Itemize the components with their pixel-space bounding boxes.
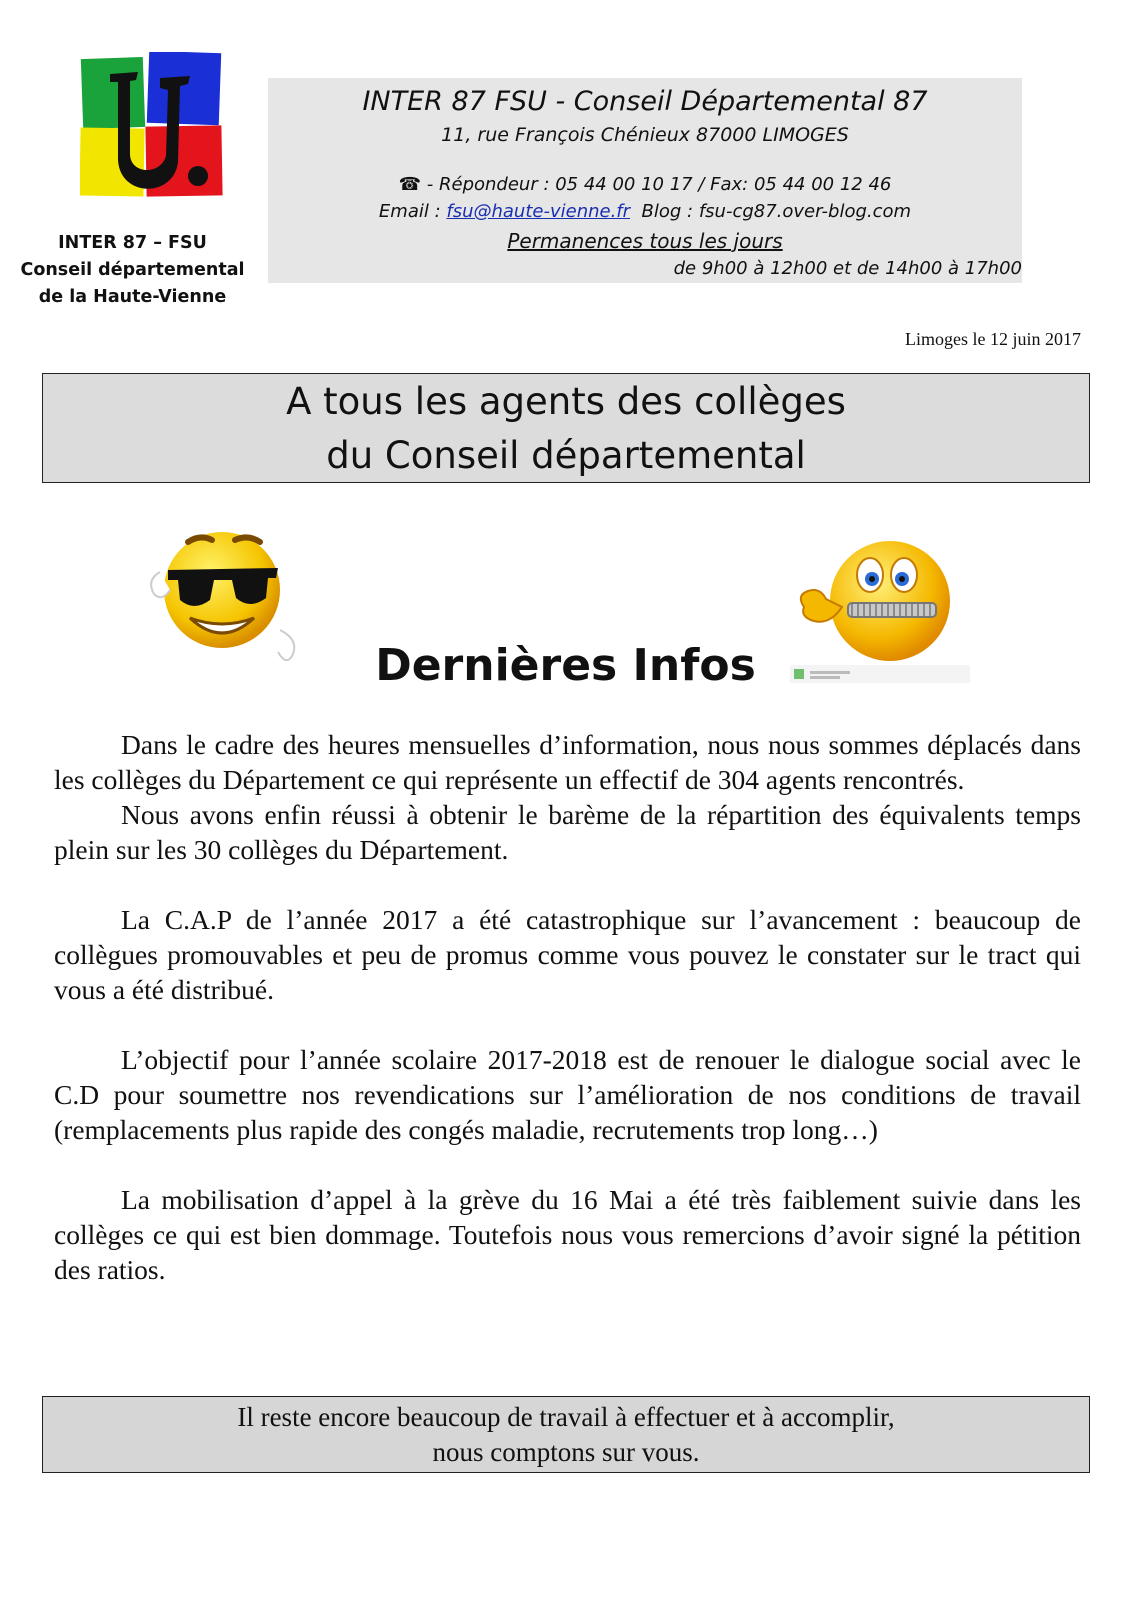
caption-line: Conseil départemental bbox=[20, 260, 245, 280]
title-box bbox=[42, 373, 1090, 483]
document-date: Limoges le 12 juin 2017 bbox=[905, 329, 1081, 349]
phone-text: - Répondeur : 05 44 00 10 17 / Fax: 05 44 00 12 46 bbox=[426, 174, 892, 195]
permanences-title: Permanences tous les jours bbox=[507, 229, 783, 253]
permanences-hours: de 9h00 à 12h00 et de 14h00 à 17h00 bbox=[673, 258, 1022, 279]
blog-url: fsu-cg87.over-blog.com bbox=[698, 201, 912, 222]
telephone-icon: ☎ bbox=[398, 174, 422, 195]
title-line: du Conseil départemental bbox=[326, 434, 806, 477]
blog-label: Blog : bbox=[641, 201, 694, 222]
email-blog-line bbox=[268, 201, 1022, 222]
paragraph: La mobilisation d’appel à la grève du 16 Mai a été très faiblement suivie dans les collèges ce qui est bien dommage. Toutefois nous vous remercions d’avoir signé la pétition des ratios. bbox=[54, 1184, 1081, 1285]
header-contact-box bbox=[268, 78, 1022, 283]
footer-line: Il reste encore beaucoup de travail à effectuer et à accomplir, bbox=[237, 1402, 895, 1432]
caption-line: de la Haute-Vienne bbox=[38, 287, 227, 307]
footer-box bbox=[42, 1396, 1090, 1473]
paragraph: La C.A.P de l’année 2017 a été catastrophique sur l’avancement : beaucoup de collègues promouvables et peu de promus comme vous pouvez le constater sur le tract qui vous a été distribué. bbox=[54, 904, 1081, 1005]
caption-line: INTER 87 – FSU bbox=[58, 233, 207, 253]
logo-caption bbox=[20, 230, 245, 311]
paragraph: Dans le cadre des heures mensuelles d’information, nous nous sommes déplacés dans les collèges du Département ce qui représente un effectif de 304 agents rencontrés. bbox=[54, 729, 1081, 795]
org-address: 11, rue François Chénieux 87000 LIMOGES bbox=[441, 124, 849, 146]
footer-line: nous comptons sur vous. bbox=[432, 1437, 700, 1467]
section-title: Dernières Infos bbox=[375, 640, 756, 691]
phone-line bbox=[268, 174, 1022, 195]
email-link[interactable]: fsu@haute-vienne.fr bbox=[446, 201, 631, 222]
fsu-logo bbox=[80, 52, 226, 202]
title-line: A tous les agents des collèges bbox=[286, 380, 846, 423]
org-title: INTER 87 FSU - Conseil Départemental 87 bbox=[362, 86, 928, 117]
paragraph: L’objectif pour l’année scolaire 2017-2018 est de renouer le dialogue social avec le C.D pour soumettre nos revendications sur l’amélioration de nos conditions de travail (remplacements plus rapide des congés maladie, recrutements trop long…) bbox=[54, 1044, 1081, 1145]
paragraph: Nous avons enfin réussi à obtenir le barème de la répartition des équivalents temps plein sur les 30 collèges du Département. bbox=[54, 799, 1081, 865]
body-text bbox=[54, 727, 1081, 1287]
email-label: Email : bbox=[378, 201, 441, 222]
